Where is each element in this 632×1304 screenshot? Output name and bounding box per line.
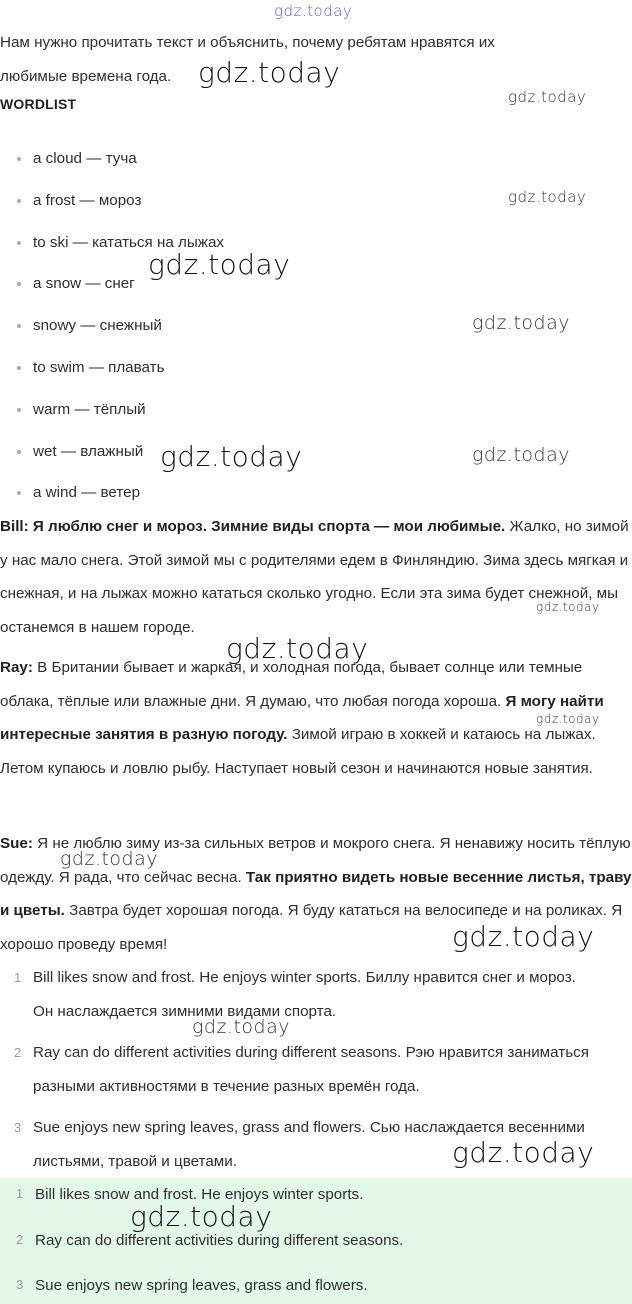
paragraph-text: Завтра будет хорошая погода. Я буду кататься на велосипеде и на роликах. Я хорошо проведу время!: [0, 902, 623, 953]
item-number: 3: [14, 1120, 22, 1135]
watermark: gdz.today: [472, 444, 570, 466]
intro-text: Нам нужно прочитать текст и объяснить, почему ребятам нравятся их любимые времена года.: [0, 34, 495, 85]
list-item-text: warm — тёплый: [33, 400, 146, 418]
item-number: 2: [16, 1232, 24, 1247]
list-item-text: Sue enjoys new spring leaves, grass and flowers.: [35, 1277, 368, 1294]
watermark: gdz.today: [60, 848, 158, 870]
list-item-text: a cloud — туча: [33, 150, 137, 167]
item-number: 1: [14, 970, 22, 985]
list-item-text: Ray can do different activities during different seasons. Рэю нравится заниматься разными активностями в течение разных времён года.: [33, 1044, 589, 1095]
item-number: 3: [16, 1277, 24, 1292]
list-item: [0, 309, 224, 351]
highlighted-text: Я могу найти интересные занятия в разную погоду.: [0, 692, 604, 743]
bullet-icon: [17, 282, 21, 286]
watermark: gdz.today: [130, 1200, 273, 1233]
list-item-text: Ray can do different activities during different seasons.: [35, 1232, 404, 1249]
watermark: gdz.today: [452, 920, 595, 953]
watermark: gdz.today: [472, 312, 570, 334]
bullet-icon: [17, 450, 21, 454]
list-item-text: wet — влажный: [33, 442, 144, 460]
watermark: gdz.today: [536, 712, 600, 726]
list-item-text: Sue enjoys new spring leaves, grass and flowers. Сью наслаждается весенними листьями, травой и цветами.: [33, 1119, 585, 1170]
paragraph-text: Я не люблю зиму из-за сильных ветров и мокрого снега. Я ненавижу носить тёплую одежду. Я рада, что сейчас весна.: [0, 835, 631, 886]
list-item-text: to ski — кататься на лыжах: [33, 233, 225, 251]
list-item: [0, 142, 224, 184]
watermark: gdz.today: [226, 632, 369, 665]
list-item-text: to swim — плавать: [33, 358, 165, 376]
item-number: 1: [16, 1186, 24, 1201]
list-item-text: Bill likes snow and frost. He enjoys winter sports.: [35, 1186, 364, 1203]
bill-paragraph: [0, 510, 632, 644]
paragraph-text: В Британии бывает и жаркая, и холодная погода, бывает солнце или темные облака, тёплые или влажные дни. Я думаю, что любая погода хороша.: [0, 659, 583, 710]
list-item-text: a frost — мороз: [33, 191, 142, 209]
list-item: [0, 393, 224, 435]
answer-highlight-box: [0, 1178, 632, 1304]
bullet-icon: [17, 491, 21, 495]
watermark: gdz.today: [148, 248, 291, 281]
bullet-icon: [17, 408, 21, 412]
watermark: gdz.today: [192, 1016, 290, 1038]
list-item: [0, 351, 224, 393]
bullet-icon: [17, 324, 21, 328]
speaker-name: Ray:: [0, 659, 33, 676]
bullet-icon: [17, 241, 21, 245]
list-item: [0, 1036, 600, 1103]
item-number: 2: [14, 1045, 22, 1060]
highlighted-text: Я люблю снег и мороз. Зимние виды спорта — мои любимые.: [32, 518, 506, 535]
bullet-icon: [17, 366, 21, 370]
bullet-icon: [17, 157, 21, 161]
list-item-text: a wind — ветер: [33, 484, 141, 502]
bullet-icon: [17, 199, 21, 203]
watermark: gdz.today: [198, 56, 341, 89]
list-item: [0, 184, 224, 226]
watermark-top: gdz.today: [274, 2, 353, 20]
watermark: gdz.today: [160, 440, 303, 473]
watermark: gdz.today: [508, 188, 587, 206]
list-item-text: snowy — снежный: [33, 317, 162, 335]
speaker-name: Sue:: [0, 835, 33, 852]
watermark: gdz.today: [452, 1136, 595, 1169]
list-item-text: Bill likes snow and frost. He enjoys winter sports. Биллу нравится снег и мороз. Он наслаждается зимними видами спорта.: [33, 969, 576, 1020]
list-item: [0, 961, 600, 1028]
paragraph-text: Зимой играю в хоккей и катаюсь на лыжах. Летом купаюсь и ловлю рыбу. Наступает новый сезон и начинаются новые занятия.: [0, 726, 596, 777]
paragraph-text: Жалко, но зимой у нас мало снега. Этой зимой мы с родителями едем в Финляндию. Зима здесь мягкая и снежная, и на лыжах можно кататься сколько угодно. Если эта зима будет снежной, мы останемся в нашем городе.: [0, 518, 629, 636]
speaker-name: Bill:: [0, 518, 29, 535]
watermark: gdz.today: [508, 88, 587, 106]
highlighted-text: Так приятно видеть новые весенние листья, траву и цветы.: [0, 868, 632, 919]
list-item-text: a snow — снег: [33, 275, 135, 293]
watermark: gdz.today: [536, 600, 600, 614]
wordlist-heading: WORDLIST: [0, 96, 77, 112]
